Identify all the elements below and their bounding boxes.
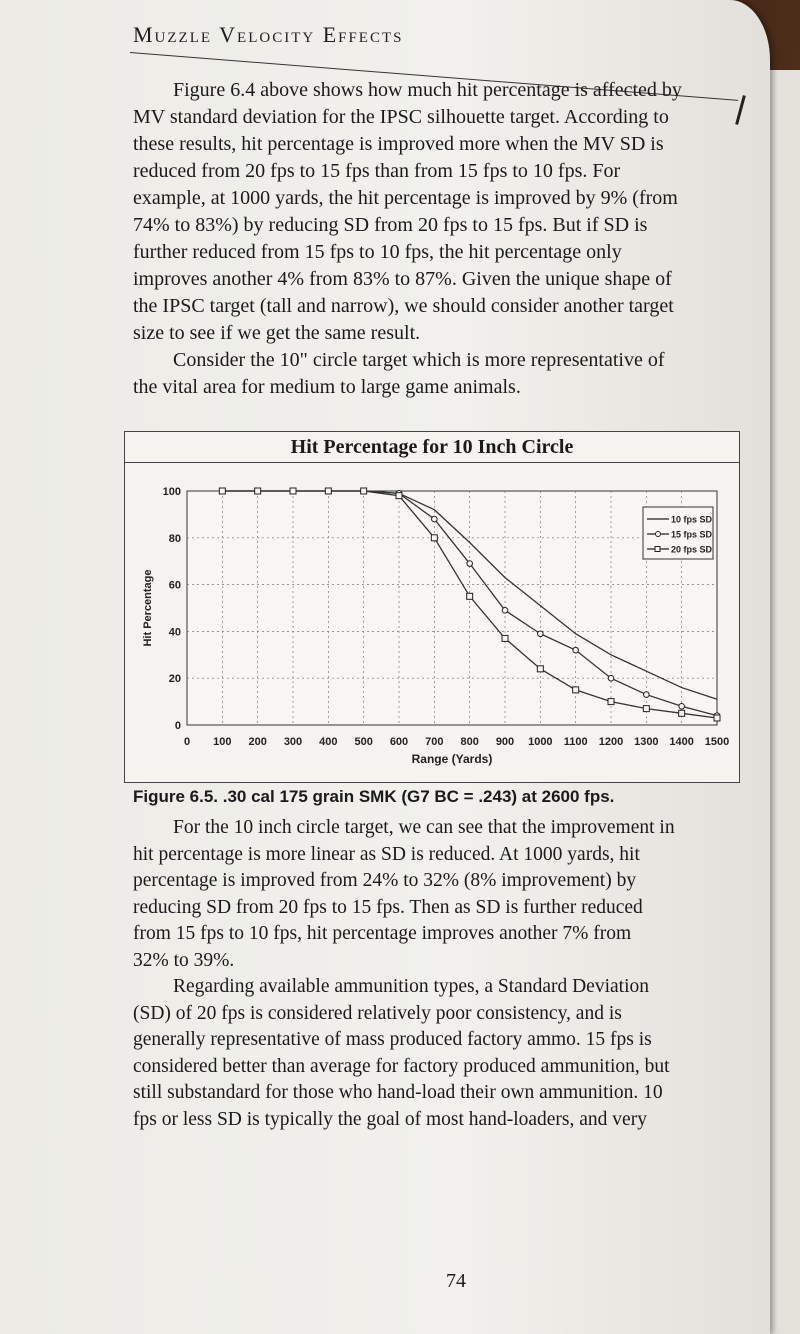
x-tick-label: 900 <box>495 736 515 748</box>
x-tick-label: 0 <box>183 736 191 748</box>
text-line: size to see if we get the same result. <box>133 322 421 344</box>
figure-caption: Figure 6.5. .30 cal 175 grain SMK (G7 BC = .243) at 2600 fps. <box>133 787 615 806</box>
data-point-square <box>431 535 437 541</box>
text-line: generally representative of mass produced factory ammo. 15 fps is <box>133 1029 652 1050</box>
y-tick-label: 60 <box>168 579 181 592</box>
legend-label: 20 fps SD <box>671 544 713 555</box>
y-tick-label: 100 <box>162 486 181 498</box>
text-line: from 15 fps to 10 fps, hit percentage improves another 7% from <box>133 923 632 944</box>
paragraph-discussion <box>133 815 733 1133</box>
y-tick-label: 0 <box>174 720 181 732</box>
x-tick-label: 1500 <box>704 736 730 748</box>
data-point-square <box>325 488 331 494</box>
x-tick-label: 100 <box>213 736 232 748</box>
text-line: reducing SD from 20 fps to 15 fps. Then as SD is further reduced <box>133 896 643 918</box>
data-point-square <box>467 593 473 599</box>
data-point-square <box>608 699 614 705</box>
data-point-square <box>714 715 720 721</box>
x-tick-label: 300 <box>283 736 303 748</box>
text-line: example, at 1000 yards, the hit percentage is improved by 9% (from <box>133 187 678 209</box>
x-tick-label: 500 <box>354 736 373 748</box>
text-line: For the 10 inch circle target, we can see that the improvement in <box>173 817 675 838</box>
running-head: Muzzle Velocity Effects <box>133 22 404 47</box>
y-tick-label: 40 <box>168 626 181 639</box>
text-line: reduced from 20 fps to 15 fps than from 15 fps to 10 fps. For <box>133 160 621 182</box>
data-point-square <box>643 706 649 712</box>
x-tick-label: 200 <box>248 736 267 748</box>
x-tick-label: 1000 <box>528 736 553 748</box>
data-point-square <box>573 687 579 693</box>
data-point-square <box>255 488 261 494</box>
data-point-square <box>537 666 543 672</box>
data-point-square <box>219 488 225 494</box>
x-tick-label: 800 <box>460 736 479 748</box>
text-line: MV standard deviation for the IPSC silhouette target. According to <box>133 106 669 128</box>
x-tick-label: 1300 <box>634 736 659 748</box>
x-tick-label: 1100 <box>563 736 588 748</box>
text-line: improves another 4% from 83% to 87%. Given the unique shape of <box>133 268 672 290</box>
text-line: Consider the 10" circle target which is more representative of <box>173 349 665 371</box>
text-line: the IPSC target (tall and narrow), we should consider another target <box>133 295 674 317</box>
text-line: Figure 6.4 above shows how much hit percentage is affected by <box>173 79 682 101</box>
legend-marker-circle <box>656 532 661 537</box>
x-tick-label: 1200 <box>598 736 624 748</box>
data-point-square <box>361 488 367 494</box>
legend-label: 10 fps SD <box>671 514 713 525</box>
x-tick-label: 700 <box>425 736 444 748</box>
data-point-circle <box>573 647 579 653</box>
x-tick-label: 400 <box>319 736 338 748</box>
chart-frame <box>124 431 740 783</box>
data-point-square <box>679 710 685 716</box>
text-line: (SD) of 20 fps is considered relatively poor consistency, and is <box>133 1002 622 1024</box>
y-tick-label: 80 <box>168 532 181 545</box>
chart-title: Hit Percentage for 10 Inch Circle <box>290 436 574 458</box>
data-point-square <box>290 488 296 494</box>
text-line: 74% to 83%) by reducing SD from 20 fps to 15 fps. But if SD is <box>133 214 648 236</box>
data-point-circle <box>608 675 614 681</box>
text-line: these results, hit percentage is improved more when the MV SD is <box>133 133 664 155</box>
page-number: 74 <box>446 1270 466 1292</box>
text-line: further reduced from 15 fps to 10 fps, the hit percentage only <box>133 241 622 263</box>
paragraph-intro <box>133 77 733 401</box>
text-line: Regarding available ammunition types, a Standard Deviation <box>173 976 649 997</box>
x-axis-label: Range (Yards) <box>411 752 493 766</box>
data-point-circle <box>679 703 685 709</box>
data-point-circle <box>502 608 508 614</box>
data-point-square <box>502 635 508 641</box>
y-axis-label: Hit Percentage <box>142 569 154 647</box>
text-line: 32% to 39%. <box>133 949 235 971</box>
legend-label: 15 fps SD <box>671 529 713 540</box>
text-line: considered better than average for factory produced ammunition, but <box>133 1055 670 1077</box>
text-line: fps or less SD is typically the goal of most hand-loaders, and very <box>133 1108 647 1130</box>
text-line: the vital area for medium to large game animals. <box>133 376 521 398</box>
data-point-circle <box>538 631 544 637</box>
data-point-circle <box>644 692 650 698</box>
data-point-circle <box>467 561 473 567</box>
text-line: still substandard for those who hand-load their own ammunition. 10 <box>133 1082 663 1103</box>
legend-marker-square <box>655 547 660 552</box>
y-tick-label: 20 <box>168 673 181 686</box>
text-line: percentage is improved from 24% to 32% (8% improvement) by <box>133 870 637 891</box>
x-tick-label: 600 <box>389 736 409 748</box>
data-point-circle <box>432 516 438 522</box>
data-point-square <box>396 493 402 499</box>
text-line: hit percentage is more linear as SD is reduced. At 1000 yards, hit <box>133 843 640 865</box>
hit-percentage-chart <box>125 463 739 781</box>
x-tick-label: 1400 <box>669 736 694 748</box>
